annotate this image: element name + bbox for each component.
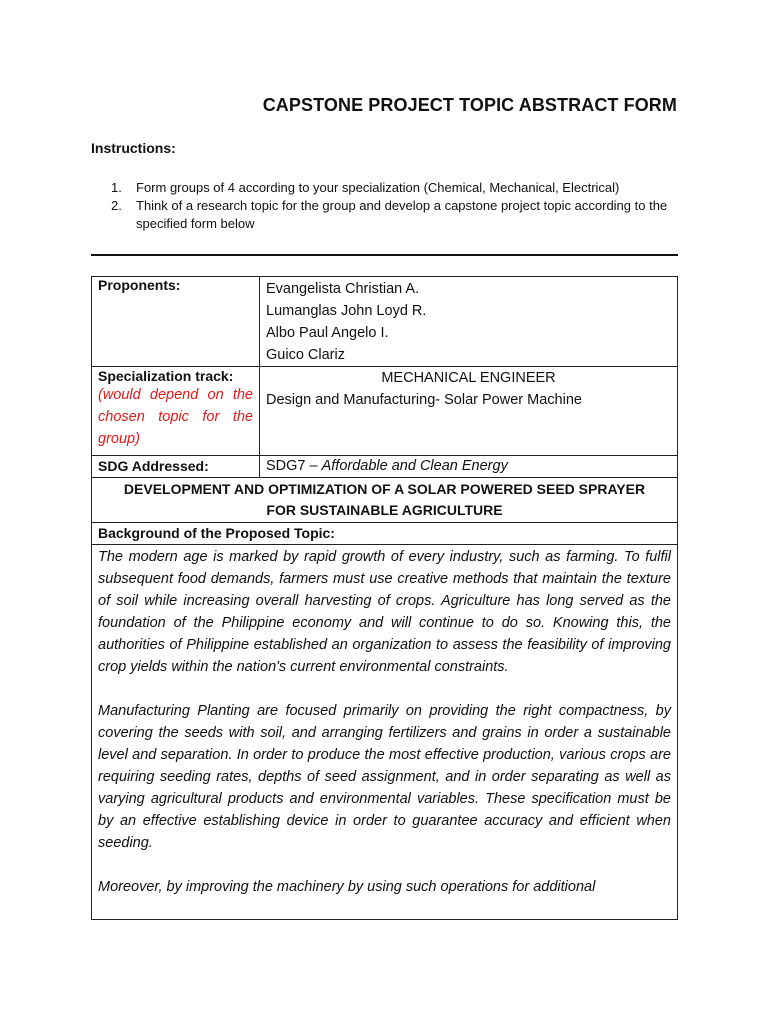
background-body-cell — [92, 545, 678, 920]
background-paragraph: The modern age is marked by rapid growth of every industry, such as farming. To fulfil subsequent food demands, farmers must use creative methods that maintain the texture of soil while increasing overall harvesting of crops. Agriculture has long served as the foundation of the Philippine economy and will continue to do so. Knowing this, the authorities of Philippine established an organization to assess the feasibility of improving crop yields within the nation's current environmental constraints. — [98, 549, 671, 675]
proponent-name: Lumanglas John Loyd R. — [266, 303, 427, 319]
instructions-heading: Instructions: — [91, 140, 176, 156]
specialization-note-line: group) — [98, 431, 140, 447]
background-paragraph: Manufacturing Planting are focused primarily on providing the right compactness, by covering the seeds with soil, and arranging fertilizers and grains in order a sustainable level and separation. In order to produce the most effective production, various crops are requiring seeding rates, depths of seed assignment, and in order separating as well as varying agricultural products and environmental variables. These specification must be by an effective establishing device in order to guarantee accuracy and efficient when seeding. — [98, 703, 671, 851]
proponents-label: Proponents: — [98, 277, 181, 293]
sdg-cell — [260, 456, 678, 478]
list-item-text: Form groups of 4 according to your specialization (Chemical, Mechanical, Electrical) — [136, 180, 620, 195]
list-item-text: Think of a research topic for the group and develop a capstone project topic according to the specified form below — [136, 198, 668, 231]
specialization-value: MECHANICAL ENGINEER — [381, 370, 556, 386]
list-item-number: 2. — [111, 198, 122, 213]
list-item — [111, 197, 677, 233]
table-row — [92, 277, 678, 367]
sdg-name: Affordable and Clean Energy — [321, 458, 508, 474]
specialization-detail: Design and Manufacturing- Solar Power Machine — [266, 392, 582, 408]
table-row — [92, 523, 678, 545]
specialization-note — [98, 384, 253, 450]
specialization-label: Specialization track: — [98, 368, 234, 384]
horizontal-divider — [91, 254, 678, 256]
topic-title-line: DEVELOPMENT AND OPTIMIZATION OF A SOLAR POWERED SEED SPRAYER — [123, 481, 646, 497]
topic-title-line: FOR SUSTAINABLE AGRICULTURE — [266, 502, 503, 518]
list-item — [111, 179, 677, 197]
specialization-note-line: (would depend on the — [98, 387, 253, 403]
table-row — [92, 545, 678, 920]
proponents-label-cell — [92, 277, 260, 367]
specialization-cell — [260, 367, 678, 456]
table-row — [92, 478, 678, 523]
list-item-number: 1. — [111, 180, 122, 195]
proponents-cell — [260, 277, 678, 367]
sdg-code: SDG7 – — [266, 458, 322, 474]
sdg-label-cell — [92, 456, 260, 478]
proponent-name: Albo Paul Angelo I. — [266, 325, 389, 341]
sdg-label: SDG Addressed: — [98, 458, 209, 474]
proponent-name: Evangelista Christian A. — [266, 281, 420, 297]
background-heading-cell — [92, 523, 678, 545]
specialization-note-line: chosen topic for the — [98, 409, 253, 425]
abstract-form-table — [91, 276, 678, 920]
instructions-list — [111, 179, 677, 233]
topic-title-cell — [92, 478, 678, 523]
table-row — [92, 456, 678, 478]
background-paragraph: Moreover, by improving the machinery by using such operations for additional — [98, 879, 596, 895]
page-title: CAPSTONE PROJECT TOPIC ABSTRACT FORM — [262, 95, 677, 115]
background-heading: Background of the Proposed Topic: — [98, 525, 335, 541]
proponent-name: Guico Clariz — [266, 347, 345, 363]
specialization-label-cell — [92, 367, 260, 456]
table-row — [92, 367, 678, 456]
